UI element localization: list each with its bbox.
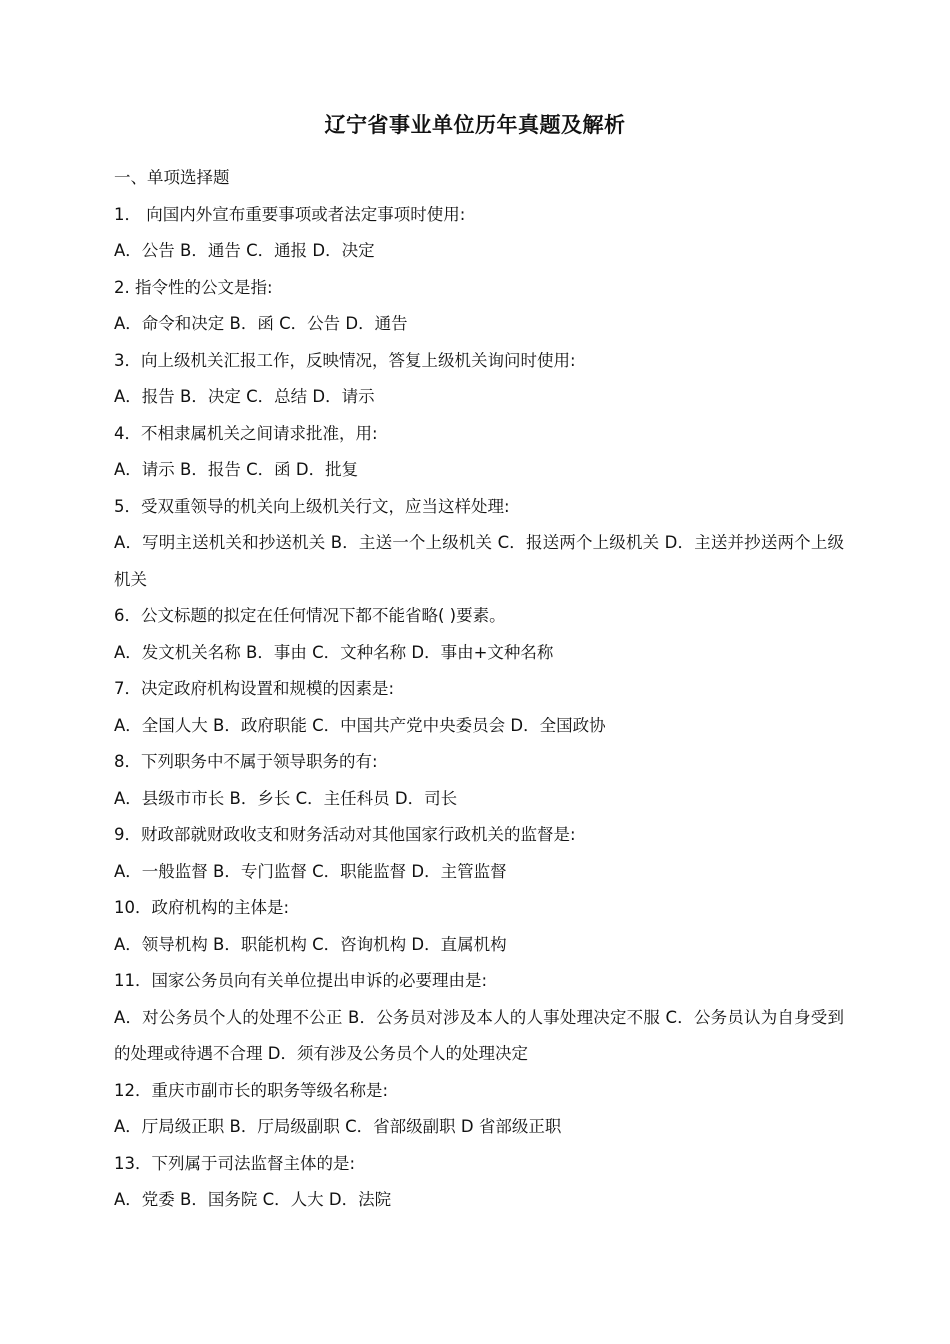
question-text: 9．财政部就财政收支和财务活动对其他国家行政机关的监督是: bbox=[114, 825, 576, 844]
question-text: 12．重庆市副市长的职务等级名称是: bbox=[114, 1080, 389, 1100]
answer-options: A．报告 B．决定 C．总结 D．请示 bbox=[114, 387, 375, 406]
answer-options: A．对公务员个人的处理不公正 B．公务员对涉及本人的人事处理决定不服 C．公务员认为自身受到的处理或待遇不合理 D．须有涉及公务员个人的处理决定 bbox=[114, 1007, 844, 1063]
answer-options: A．请示 B．报告 C．函 D．批复 bbox=[114, 460, 359, 479]
answer-options: A．领导机构 B．职能机构 C．咨询机构 D．直属机构 bbox=[114, 934, 507, 954]
question-text: 3．向上级机关汇报工作，反映情况，答复上级机关询问时使用: bbox=[114, 350, 576, 370]
document-title: 辽宁省事业单位历年真题及解析 bbox=[324, 113, 626, 137]
question-text: 10．政府机构的主体是: bbox=[114, 898, 290, 917]
answer-options: A．写明主送机关和抄送机关 B．主送一个上级机关 C．报送两个上级机关 D．主送并抄送两个上级机关 bbox=[114, 533, 844, 589]
question-text: 13．下列属于司法监督主体的是: bbox=[114, 1153, 356, 1173]
question-text: 1． 向国内外宣布重要事项或者法定事项时使用: bbox=[114, 204, 466, 224]
answer-options: A．党委 B．国务院 C．人大 D．法院 bbox=[114, 1190, 392, 1209]
question-text: 4．不相隶属机关之间请求批准，用: bbox=[114, 423, 378, 443]
answer-options: A．命令和决定 B．函 C．公告 D．通告 bbox=[114, 314, 408, 333]
question-text: 5．受双重领导的机关向上级机关行文，应当这样处理: bbox=[114, 496, 510, 516]
answer-options: A．厅局级正职 B．厅局级副职 C．省部级副职 D 省部级正职 bbox=[114, 1117, 562, 1136]
question-list bbox=[114, 197, 844, 1219]
answer-options: A．全国人大 B．政府职能 C．中国共产党中央委员会 D．全国政协 bbox=[114, 715, 606, 735]
question-text: 7．决定政府机构设置和规模的因素是: bbox=[114, 679, 395, 698]
question-text: 6．公文标题的拟定在任何情况下都不能省略( )要素。 bbox=[114, 606, 506, 625]
answer-options: A．一般监督 B．专门监督 C．职能监督 D．主管监督 bbox=[114, 861, 507, 881]
answer-options: A．公告 B．通告 C．通报 D．决定 bbox=[114, 241, 375, 260]
document-body bbox=[114, 160, 844, 1219]
answer-options: A．发文机关名称 B．事由 C．文种名称 D．事由+文种名称 bbox=[114, 642, 554, 662]
question-text: 11．国家公务员向有关单位提出申诉的必要理由是: bbox=[114, 971, 488, 990]
answer-options: A．县级市市长 B．乡长 C．主任科员 D．司长 bbox=[114, 788, 458, 808]
question-text: 2. 指令性的公文是指: bbox=[114, 277, 273, 297]
question-text: 8．下列职务中不属于领导职务的有: bbox=[114, 752, 378, 771]
section-heading: 一、单项选择题 bbox=[114, 168, 230, 187]
